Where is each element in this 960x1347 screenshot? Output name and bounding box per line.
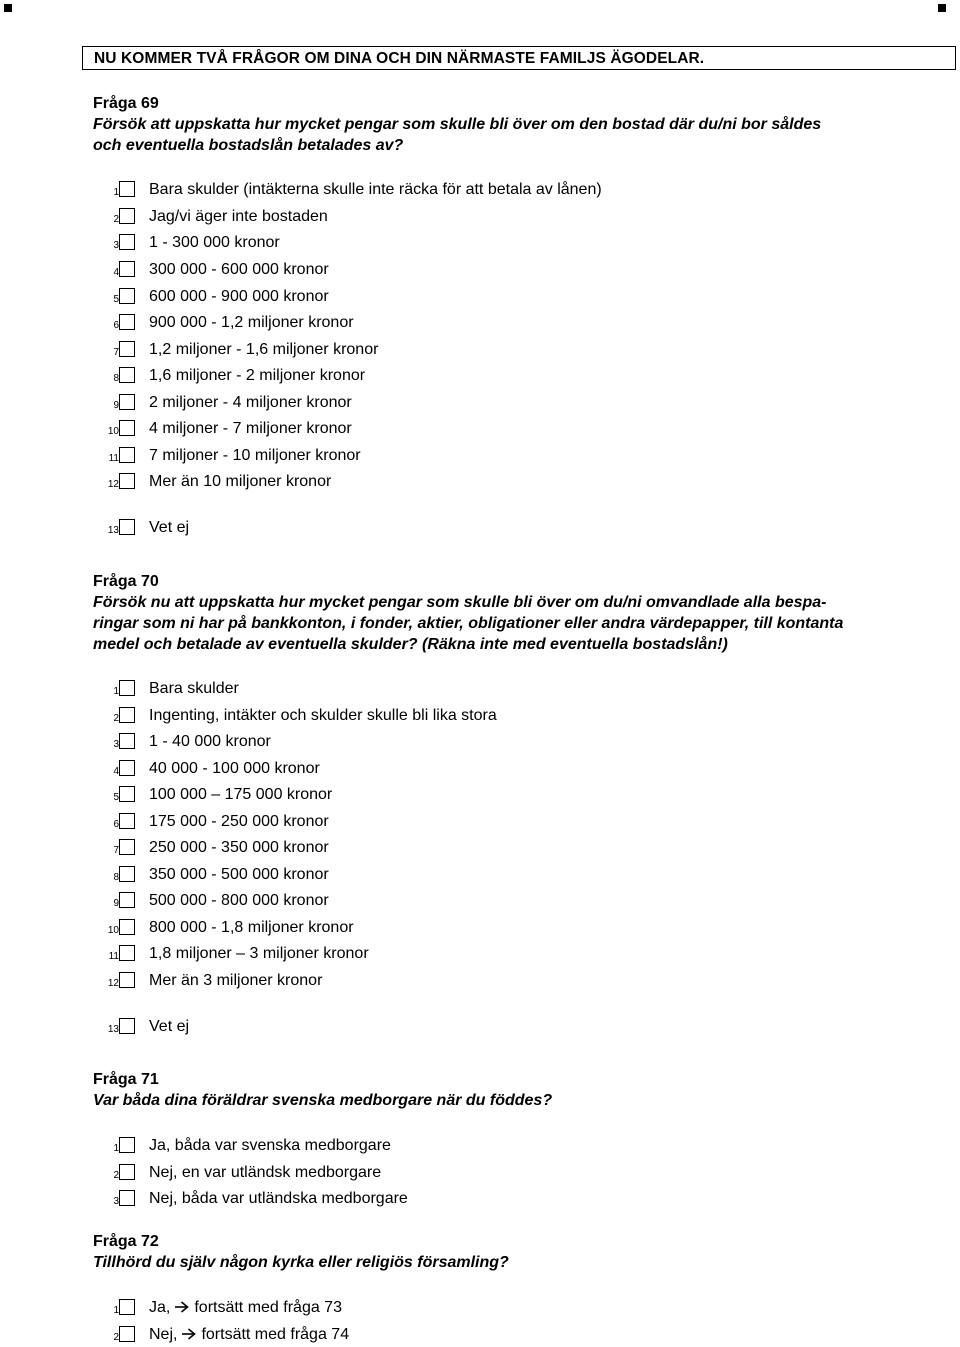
option-label	[149, 1299, 342, 1317]
answer-checkbox[interactable]	[119, 1018, 135, 1034]
option-label-text: Mer än 10 miljoner kronor	[149, 473, 332, 490]
question-70-header	[93, 572, 942, 655]
option-label	[149, 945, 369, 963]
option-label	[149, 288, 329, 306]
option-code: 13	[107, 525, 119, 536]
option-label	[149, 473, 331, 491]
option-code: 3	[113, 240, 119, 251]
option-label-text: Jag/vi äger inte bostaden	[149, 208, 328, 225]
option-label	[149, 234, 280, 252]
option-label-text: Nej,	[149, 1326, 178, 1343]
answer-checkbox[interactable]	[119, 813, 135, 829]
option-label-text: 250 000 - 350 000 kronor	[149, 839, 329, 856]
answer-checkbox[interactable]	[119, 733, 135, 749]
answer-checkbox[interactable]	[119, 839, 135, 855]
option-label-text: 175 000 - 250 000 kronor	[149, 813, 329, 830]
answer-checkbox[interactable]	[119, 394, 135, 410]
option-label	[149, 1326, 349, 1344]
option-code: 12	[107, 479, 119, 490]
option-code: 6	[113, 819, 119, 830]
option-code: 1	[113, 1305, 119, 1316]
answer-checkbox[interactable]	[119, 420, 135, 436]
option-label	[149, 314, 354, 332]
answer-checkbox[interactable]	[119, 367, 135, 383]
option-label	[149, 447, 361, 465]
option-label-text: Ja,	[149, 1299, 171, 1316]
option-code: 9	[113, 400, 119, 411]
option-code: 6	[113, 320, 119, 331]
option-label-text: 600 000 - 900 000 kronor	[149, 288, 329, 305]
corner-mark-right	[938, 4, 946, 12]
continue-instruction: fortsätt med fråga 74	[201, 1326, 350, 1343]
option-label	[149, 760, 320, 778]
question-text-line: Var båda dina föräldrar svenska medborgare när du föddes?	[93, 1092, 553, 1109]
question-number: Fråga 71	[93, 1071, 159, 1088]
option-code: 1	[113, 187, 119, 198]
section-header-text: NU KOMMER TVÅ FRÅGOR OM DINA OCH DIN NÄRMASTE FAMILJS ÄGODELAR.	[94, 50, 705, 67]
option-label	[149, 733, 271, 751]
option-label-text: 7 miljoner - 10 miljoner kronor	[149, 447, 361, 464]
option-label-text: Vet ej	[149, 1018, 190, 1035]
answer-checkbox[interactable]	[119, 314, 135, 330]
option-label-text: Nej, en var utländsk medborgare	[149, 1164, 382, 1181]
option-code: 2	[113, 1170, 119, 1181]
option-label	[149, 420, 352, 438]
option-code: 4	[113, 766, 119, 777]
option-code: 7	[113, 845, 119, 856]
answer-checkbox[interactable]	[119, 261, 135, 277]
answer-checkbox[interactable]	[119, 473, 135, 489]
answer-checkbox[interactable]	[119, 680, 135, 696]
option-label-text: 100 000 – 175 000 kronor	[149, 786, 333, 803]
option-label	[149, 519, 189, 537]
option-label	[149, 972, 322, 990]
option-label	[149, 786, 332, 804]
option-label	[149, 1164, 381, 1182]
option-label-text: 800 000 - 1,8 miljoner kronor	[149, 919, 354, 936]
answer-checkbox[interactable]	[119, 208, 135, 224]
option-code: 8	[113, 373, 119, 384]
answer-checkbox[interactable]	[119, 786, 135, 802]
arrow-right-icon	[182, 1328, 196, 1340]
option-label	[149, 367, 365, 385]
option-label	[149, 1137, 391, 1155]
option-label-text: 350 000 - 500 000 kronor	[149, 866, 329, 883]
option-label-text: Mer än 3 miljoner kronor	[149, 972, 323, 989]
answer-checkbox[interactable]	[119, 234, 135, 250]
answer-checkbox[interactable]	[119, 866, 135, 882]
option-label	[149, 839, 329, 857]
option-code: 9	[113, 898, 119, 909]
section-header	[82, 46, 956, 70]
option-label	[149, 866, 329, 884]
option-label-text: 2 miljoner - 4 miljoner kronor	[149, 394, 352, 411]
option-code: 13	[107, 1024, 119, 1035]
answer-checkbox[interactable]	[119, 1326, 135, 1342]
option-code: 1	[113, 686, 119, 697]
option-code: 11	[108, 951, 119, 962]
option-label-text: Vet ej	[149, 519, 190, 536]
option-code: 2	[113, 1332, 119, 1343]
option-label	[149, 261, 329, 279]
option-code: 7	[113, 347, 119, 358]
option-code: 5	[113, 294, 119, 305]
option-label-text: Ingenting, intäkter och skulder skulle bli lika stora	[149, 707, 497, 724]
option-label-text: 1,8 miljoner – 3 miljoner kronor	[149, 945, 369, 962]
option-label	[149, 208, 328, 226]
option-label	[149, 1190, 408, 1208]
option-label-text: 1 - 40 000 kronor	[149, 733, 271, 750]
question-text-line: Försök nu att uppskatta hur mycket pengar som skulle bli över om du/ni omvandlade alla bespa-	[93, 594, 827, 611]
option-label-text: Ja, båda var svenska medborgare	[149, 1137, 391, 1154]
option-code: 3	[113, 1196, 119, 1207]
answer-checkbox[interactable]	[119, 760, 135, 776]
option-label-text: 900 000 - 1,2 miljoner kronor	[149, 314, 354, 331]
option-label-text: Bara skulder (intäkterna skulle inte räcka för att betala av lånen)	[149, 181, 602, 198]
question-69-header	[93, 94, 942, 156]
option-label-text: 1,6 miljoner - 2 miljoner kronor	[149, 367, 366, 384]
answer-checkbox[interactable]	[119, 1299, 135, 1315]
option-code: 2	[113, 214, 119, 225]
answer-checkbox[interactable]	[119, 945, 135, 961]
option-code: 1	[113, 1143, 119, 1154]
option-label-text: 1 - 300 000 kronor	[149, 234, 280, 251]
continue-instruction: fortsätt med fråga 73	[194, 1299, 342, 1316]
option-label-text: Bara skulder	[149, 680, 239, 697]
answer-checkbox[interactable]	[119, 288, 135, 304]
option-code: 11	[108, 453, 119, 464]
corner-mark-left	[4, 4, 12, 12]
option-label-text: 4 miljoner - 7 miljoner kronor	[149, 420, 352, 437]
option-label	[149, 919, 354, 937]
option-label	[149, 394, 352, 412]
answer-checkbox[interactable]	[119, 919, 135, 935]
option-label	[149, 181, 602, 199]
option-label-text: Nej, båda var utländska medborgare	[149, 1190, 408, 1207]
option-label-text: 500 000 - 800 000 kronor	[149, 892, 329, 909]
question-72-header	[93, 1232, 942, 1273]
option-code: 5	[113, 792, 119, 803]
answer-checkbox[interactable]	[119, 972, 135, 988]
answer-checkbox[interactable]	[119, 341, 135, 357]
option-label	[149, 680, 239, 698]
option-label-text: 40 000 - 100 000 kronor	[149, 760, 320, 777]
question-text-line: ringar som ni har på bankkonton, i fonder, aktier, obligationer eller andra värdepapper, till kontanta	[93, 615, 844, 632]
answer-checkbox[interactable]	[119, 447, 135, 463]
arrow-right-icon	[175, 1301, 189, 1313]
question-number: Fråga 69	[93, 95, 159, 112]
question-number: Fråga 72	[93, 1233, 159, 1250]
option-code: 10	[107, 426, 119, 437]
option-code: 10	[107, 925, 119, 936]
option-code: 3	[113, 739, 119, 750]
option-label	[149, 707, 497, 725]
question-71-header	[93, 1070, 942, 1111]
answer-checkbox[interactable]	[119, 1164, 135, 1180]
answer-checkbox[interactable]	[119, 181, 135, 197]
answer-checkbox[interactable]	[119, 519, 135, 535]
answer-checkbox[interactable]	[119, 892, 135, 908]
question-text-line: och eventuella bostadslån betalades av?	[93, 137, 404, 154]
option-label-text: 1,2 miljoner - 1,6 miljoner kronor	[149, 341, 379, 358]
question-text-line: medel och betalade av eventuella skulder? (Räkna inte med eventuella bostadslån!)	[93, 636, 728, 653]
option-label	[149, 813, 329, 831]
option-code: 12	[107, 978, 119, 989]
option-code: 8	[113, 872, 119, 883]
option-label	[149, 1018, 189, 1036]
question-text-line: Tillhörd du själv någon kyrka eller religiös församling?	[93, 1254, 509, 1271]
answer-checkbox[interactable]	[119, 707, 135, 723]
answer-checkbox[interactable]	[119, 1190, 135, 1206]
option-label-text: 300 000 - 600 000 kronor	[149, 261, 329, 278]
option-code: 2	[113, 713, 119, 724]
question-text-line: Försök att uppskatta hur mycket pengar som skulle bli över om den bostad där du/ni bor såldes	[93, 116, 822, 133]
option-label	[149, 892, 329, 910]
answer-checkbox[interactable]	[119, 1137, 135, 1153]
option-code: 4	[113, 267, 119, 278]
option-label	[149, 341, 378, 359]
question-number: Fråga 70	[93, 573, 159, 590]
